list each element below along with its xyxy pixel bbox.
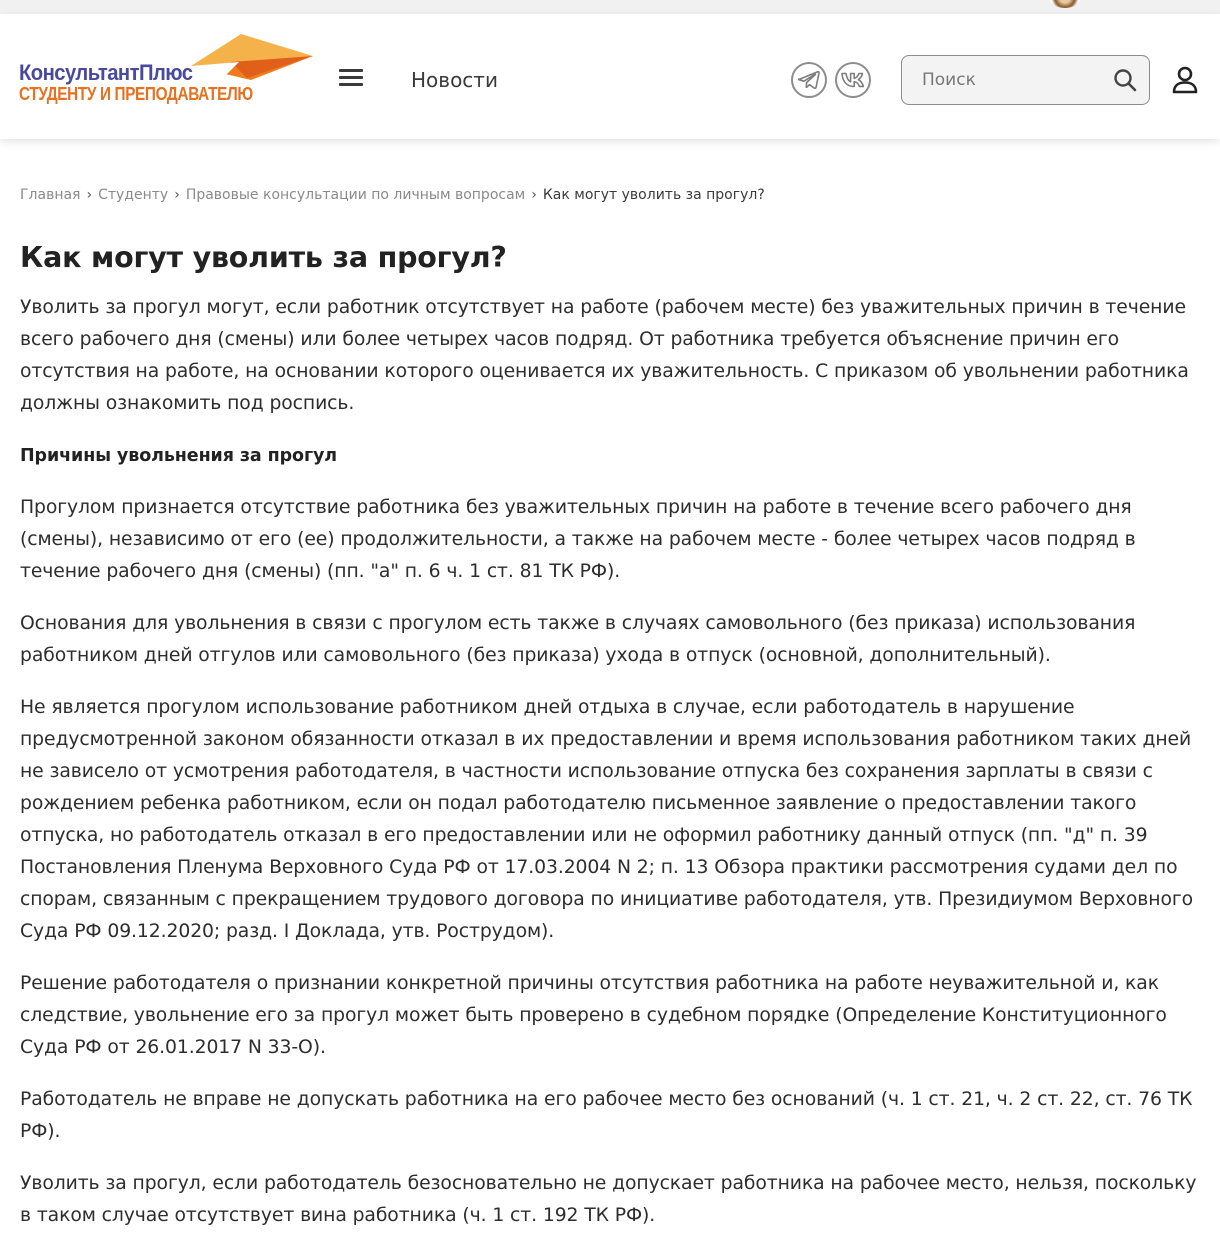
paper-plane-icon [191,32,315,82]
breadcrumb [20,187,765,203]
chevron-right-icon: › [531,187,537,203]
article-paragraph: Прогулом признается отсутствие работника без уважительных причин на работе в течение всего рабочего дня (смены), независимо от его (ее) продолжительности, а также на рабочем месте - более четырех часов подряд в течение рабочего дня (смены) (пп. "а" п. 6 ч. 1 ст. 81 ТК РФ). [20,497,1136,582]
decorative-image [1050,0,1080,8]
nav-news-link[interactable]: Новости [411,68,498,92]
hamburger-menu-icon[interactable] [339,69,363,89]
site-header [0,14,1220,139]
article-paragraph: Основания для увольнения в связи с прогулом есть также в случаях самовольного (без приказа) использования работником дней отгулов или самовольного (без приказа) ухода в отпуск (основной, дополнительный). [20,613,1136,666]
search-icon[interactable] [1113,68,1137,96]
article-paragraph: Не является прогулом использование работником дней отдыха в случае, если работодатель в нарушение предусмотренной законом обязанности отказал в их предоставлении и время использования работником таких дней не зависело от усмотрения работодателя, в частности использование отпуска без сохранения зарплаты в связи с рождением ребенка работником, если он подал работодателю письменное заявление о предоставлении такого отпуска, но работодатель отказал в его предоставлении или не оформил работнику данный отпуск (пп. "д" п. 39 Постановления Пленума Верховного Суда РФ от 17.03.2004 N 2; п. 13 Обзора практики рассмотрения судами дел по спорам, связанным с прекращением трудового договора по инициативе работодателя, утв. Президиумом Верховного Суда РФ 09.12.2020; разд. I Доклада, утв. Рострудом). [20,697,1193,942]
telegram-icon[interactable] [791,62,827,98]
breadcrumb-home[interactable]: Главная [20,187,81,203]
logo-title: КонсультантПлюс [19,60,193,85]
breadcrumb-legal-consultations[interactable]: Правовые консультации по личным вопросам [185,187,526,203]
article [20,238,1200,1244]
breadcrumb-current: Как могут уволить за прогул? [542,187,765,203]
section-heading: Причины увольнения за прогул [20,446,338,466]
page-title: Как могут уволить за прогул? [20,241,507,274]
search-box [901,55,1150,105]
chevron-right-icon: › [174,187,180,203]
search-input[interactable] [922,68,1102,92]
chevron-right-icon: › [86,187,93,203]
user-icon[interactable] [1172,66,1198,98]
article-paragraph: Решение работодателя о признании конкретной причины отсутствия работника на работе неуважительной и, как следствие, увольнение его за прогул может быть проверено в судебном порядке (Определение Конституционного Суда РФ от 26.01.2017 N 33-О). [20,973,1167,1058]
top-strip [0,0,1220,14]
logo-subtitle: СТУДЕНТУ И ПРЕПОДАВАТЕЛЮ [19,84,253,104]
site-logo[interactable] [19,32,294,112]
article-intro: Уволить за прогул могут, если работник отсутствует на работе (рабочем месте) без уважительных причин в течение всего рабочего дня (смены) или более четырех часов подряд. От работника требуется объяснение причин его отсутствия на работе, на основании которого оценивается их уважительность. С приказом об увольнении работника должны ознакомить под роспись. [20,297,1189,414]
vk-icon[interactable] [835,62,871,98]
article-paragraph: Работодатель не вправе не допускать работника на его рабочее место без оснований (ч. 1 ст. 21, ч. 2 ст. 22, ст. 76 ТК РФ). [20,1089,1193,1142]
breadcrumb-student[interactable]: Студенту [98,187,169,203]
article-paragraph: Уволить за прогул, если работодатель безосновательно не допускает работника на рабочее место, нельзя, поскольку в таком случае отсутствует вина работника (ч. 1 ст. 192 ТК РФ). [20,1173,1197,1226]
